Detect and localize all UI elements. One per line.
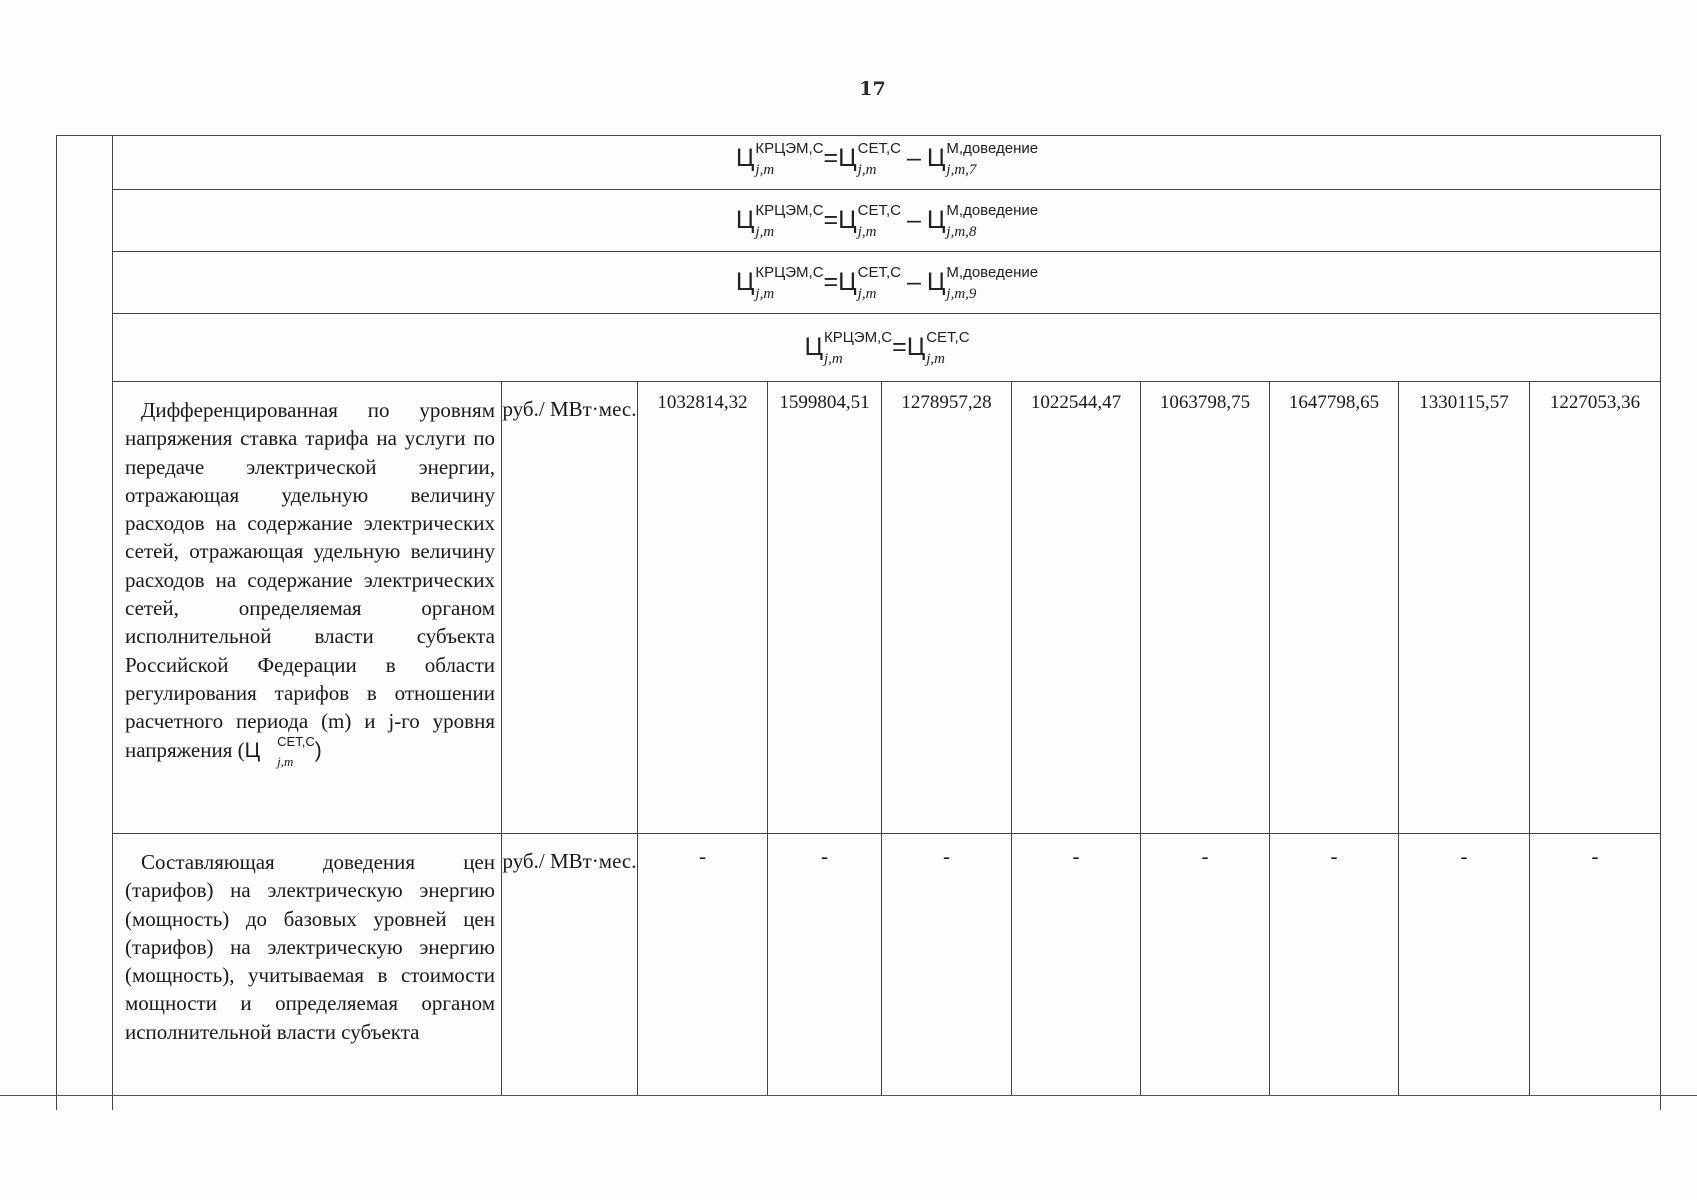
- row-number-column: [56, 135, 113, 1110]
- table-cell: 1599804,51: [768, 382, 882, 834]
- table-cell: -: [1530, 834, 1661, 1095]
- table-cell: 1278957,28: [882, 382, 1012, 834]
- table-cell: 1032814,32: [638, 382, 768, 834]
- table-row-1-unit: руб./ МВт·мес.: [502, 382, 638, 834]
- table-cell: -: [768, 834, 882, 1095]
- formula-row-4: [113, 314, 1661, 382]
- table-cell: 1063798,75: [1141, 382, 1270, 834]
- table-cell: 1330115,57: [1399, 382, 1530, 834]
- page-number: 17: [859, 78, 886, 100]
- formula-row-2: [113, 190, 1661, 252]
- formula-1: Ц КРЦЭМ,C j,m = Ц СЕТ,C j,m – Ц М,доведение j,m,7: [735, 139, 1039, 178]
- table-row-2-description: Составляющая доведения цен (тарифов) на электрическую энергию (мощность) до базовых уровней цен (тарифов) на электрическую энергию (мощность), учитываемая в стоимости мощности и определяемая органом исполнительной власти субъекта: [113, 834, 502, 1095]
- formula-row-1: [113, 128, 1661, 190]
- desc-formula: Ц СЕТ,C j,m ): [244, 734, 322, 770]
- table-cell: -: [1141, 834, 1270, 1095]
- table-cell: 1647798,65: [1270, 382, 1399, 834]
- table-row-1-description: Дифференцированная по уровням напряжения ставка тарифа на услуги по передаче электрической энергии, отражающая удельную величину расходов на содержание электрических сетей, отражающая удельную величину расходов на содержание электрических сетей, определяемая органом исполнительной власти субъекта Российской Федерации в области регулирования тарифов в отношении расчетного периода (m) и j-го уровня напряжения (Ц СЕТ,C j,m ): [113, 382, 502, 834]
- formula-4: Ц КРЦЭМ,C j,m = Ц СЕТ,C j,m: [804, 328, 970, 367]
- table-cell: -: [1012, 834, 1141, 1095]
- table-cell: -: [1270, 834, 1399, 1095]
- table-cell: -: [882, 834, 1012, 1095]
- formula-row-3: [113, 252, 1661, 314]
- table-cell: 1022544,47: [1012, 382, 1141, 834]
- formula-3: Ц КРЦЭМ,C j,m = Ц СЕТ,C j,m – Ц М,доведение j,m,9: [735, 263, 1039, 302]
- page-bottom-rule: [0, 1095, 1697, 1096]
- table-row-2-unit: руб./ МВт·мес.: [502, 834, 638, 1095]
- table-cell: 1227053,36: [1530, 382, 1661, 834]
- table-cell: -: [1399, 834, 1530, 1095]
- formula-2: Ц КРЦЭМ,C j,m = Ц СЕТ,C j,m – Ц М,доведение j,m,8: [735, 201, 1039, 240]
- table-cell: -: [638, 834, 768, 1095]
